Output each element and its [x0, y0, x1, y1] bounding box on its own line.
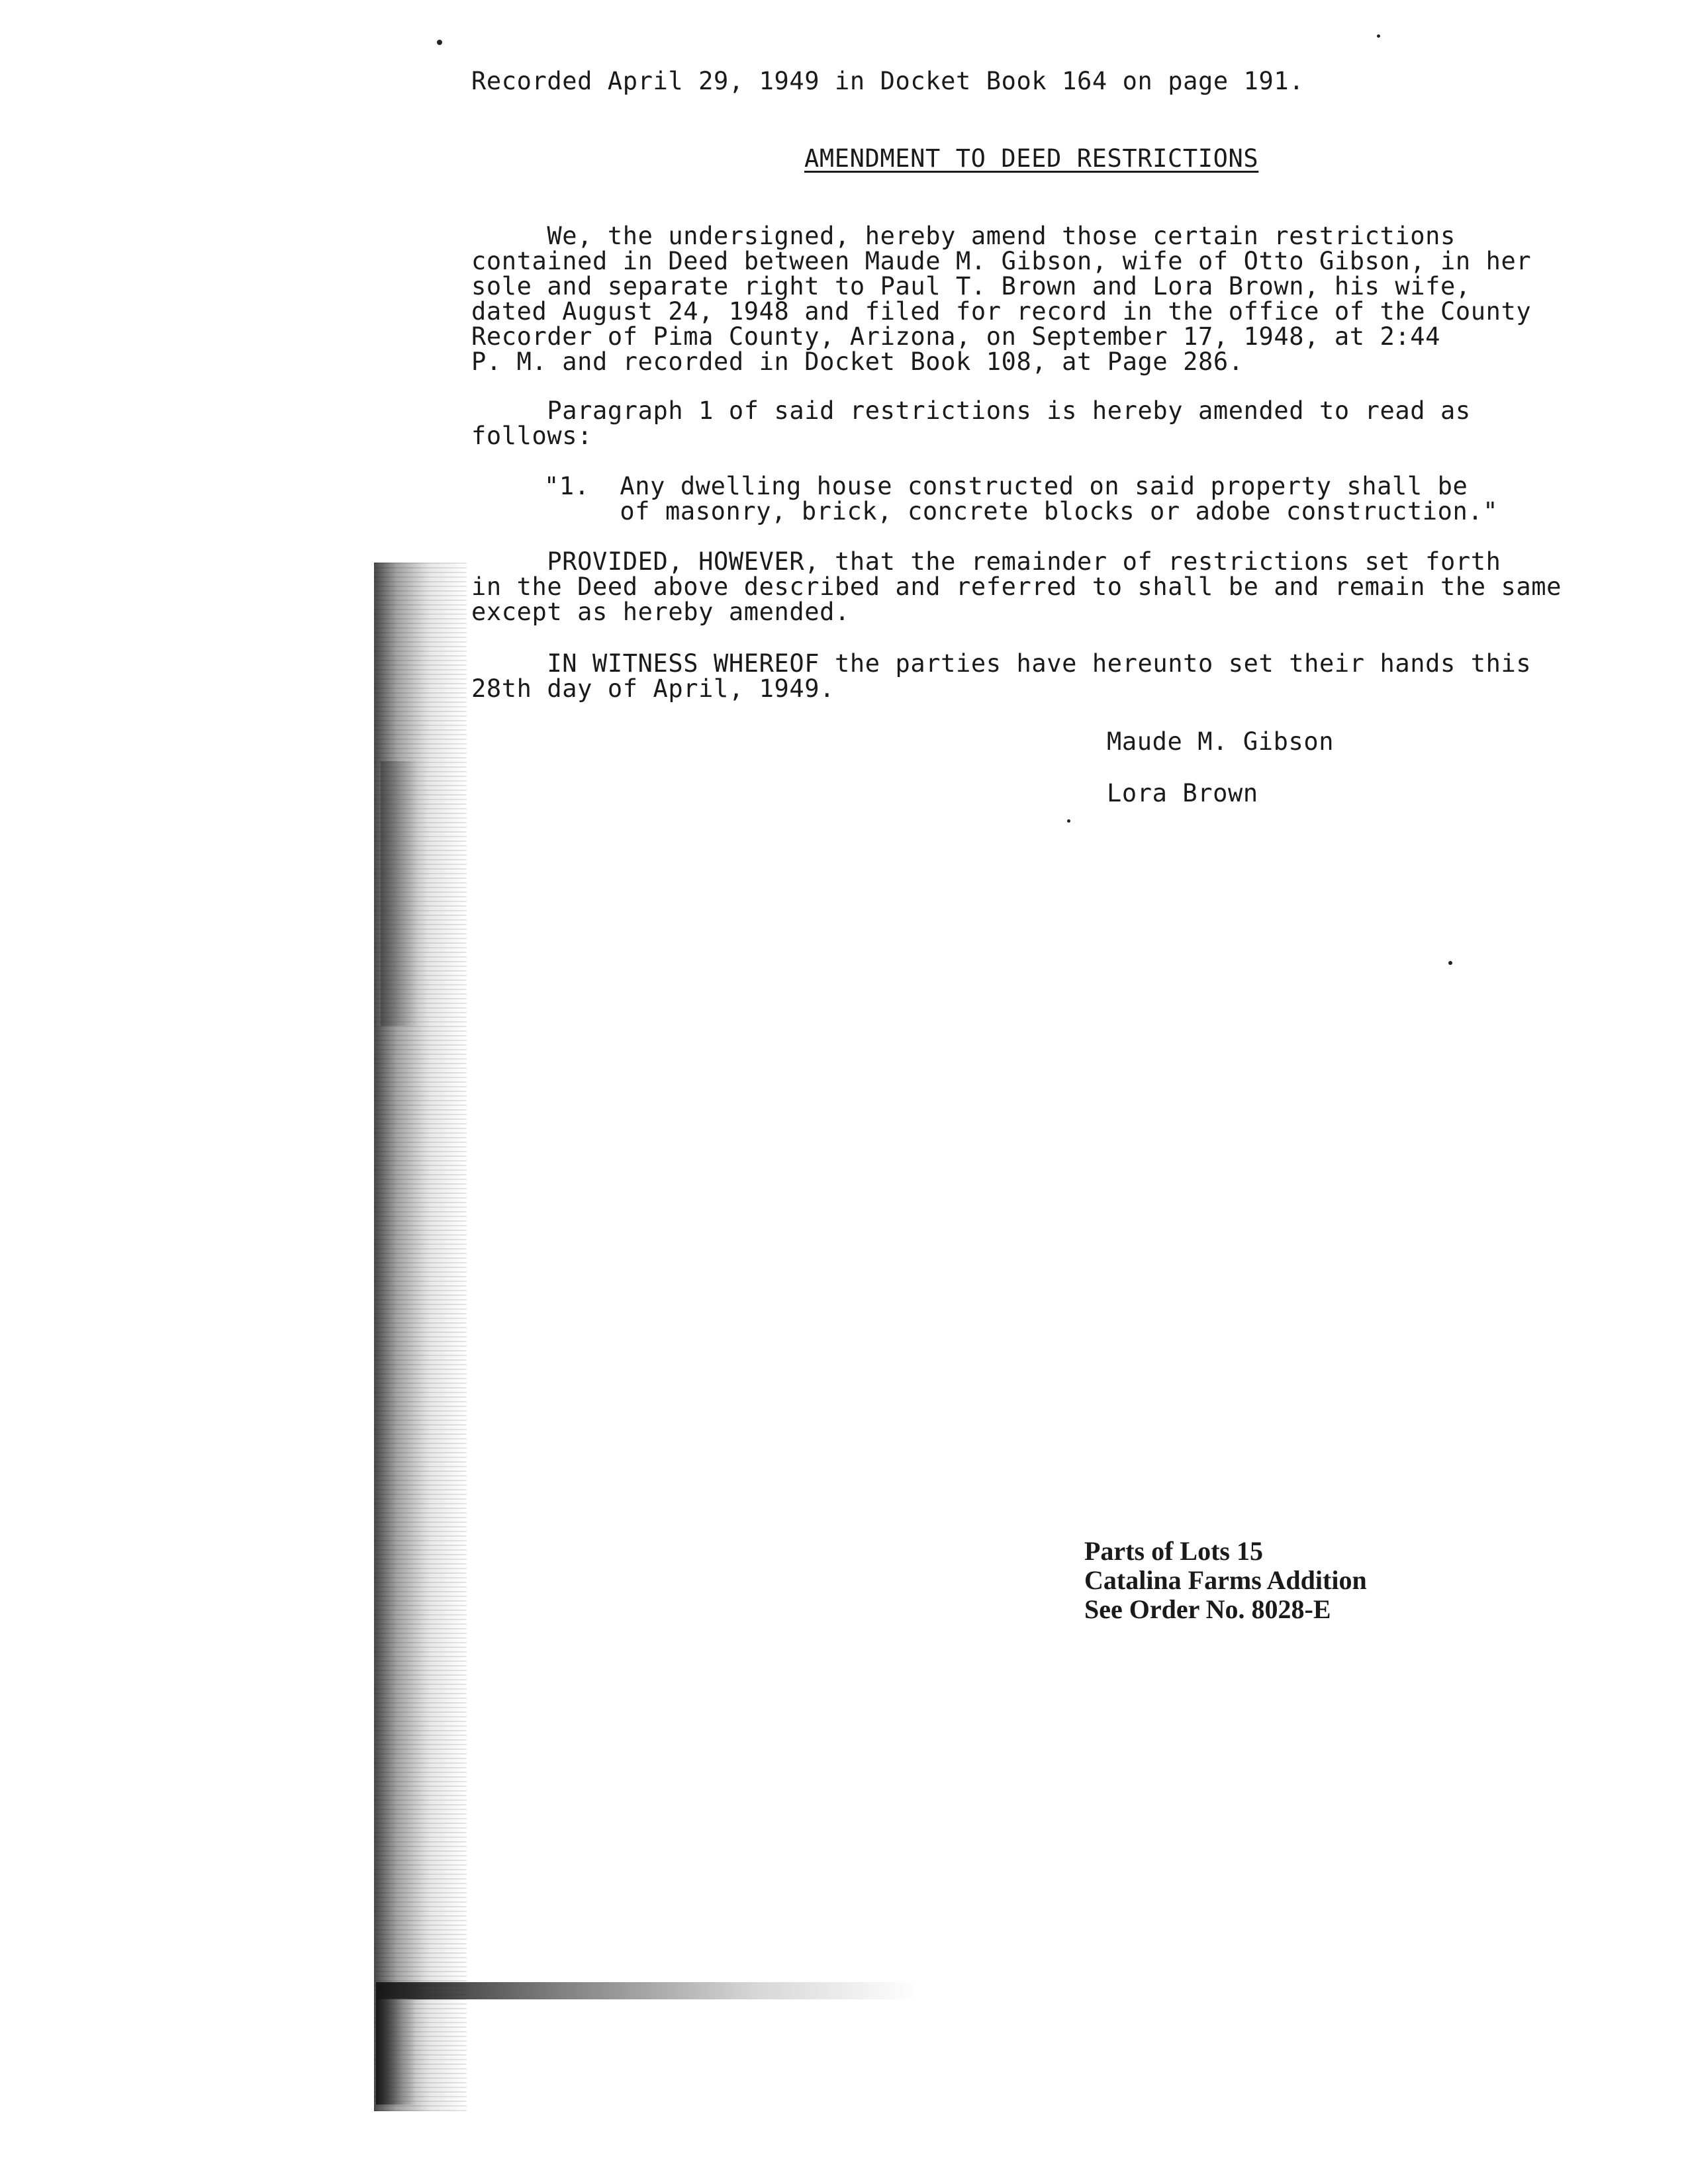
scan-bottom-bar-artifact [376, 1982, 919, 1999]
paragraph-line: 28th day of April, 1949. [471, 674, 835, 703]
paragraph-line: PROVIDED, HOWEVER, that the remainder of restrictions set forth [471, 547, 1501, 576]
signature-lora-brown: Lora Brown [1107, 779, 1258, 807]
document-title: AMENDMENT TO DEED RESTRICTIONS [804, 144, 1259, 173]
signature-maude-gibson: Maude M. Gibson [1107, 727, 1335, 756]
stamp-line: Catalina Farms Addition [1084, 1565, 1367, 1595]
paragraph-line: in the Deed above described and referred to shall be and remain the same [471, 572, 1562, 601]
clause-line: of masonry, brick, concrete blocks or adobe construction." [544, 497, 1499, 525]
paragraph-line: except as hereby amended. [471, 598, 850, 626]
scan-speck [1067, 819, 1070, 823]
clause-line: "1. Any dwelling house constructed on said property shall be [544, 472, 1468, 500]
paragraph-line: P. M. and recorded in Docket Book 108, at Page 286. [471, 347, 1244, 376]
scan-speck [437, 40, 442, 45]
paragraph-line: Paragraph 1 of said restrictions is hereby amended to read as [471, 396, 1471, 425]
paragraph-line: Recorder of Pima County, Arizona, on September 17, 1948, at 2:44 [471, 322, 1441, 351]
scan-speck [1377, 34, 1380, 38]
paragraph-line: dated August 24, 1948 and filed for record in the office of the County [471, 297, 1532, 326]
paragraph-line: follows: [471, 422, 593, 450]
stamp-line: Parts of Lots 15 [1084, 1536, 1263, 1566]
paragraph-line: contained in Deed between Maude M. Gibson, wife of Otto Gibson, in her [471, 247, 1532, 275]
paragraph-line: We, the undersigned, hereby amend those certain restrictions [471, 222, 1456, 250]
paragraph-line: sole and separate right to Paul T. Brown and Lora Brown, his wife, [471, 272, 1471, 300]
stamp-line: See Order No. 8028-E [1084, 1594, 1331, 1624]
scan-edge-artifact-upper [381, 761, 427, 1026]
scan-speck [1448, 961, 1452, 965]
paragraph-line: IN WITNESS WHEREOF the parties have hereunto set their hands this [471, 649, 1532, 678]
recorded-line: Recorded April 29, 1949 in Docket Book 164 on page 191. [471, 67, 1305, 95]
scan-bottom-block-artifact [376, 1999, 416, 2105]
